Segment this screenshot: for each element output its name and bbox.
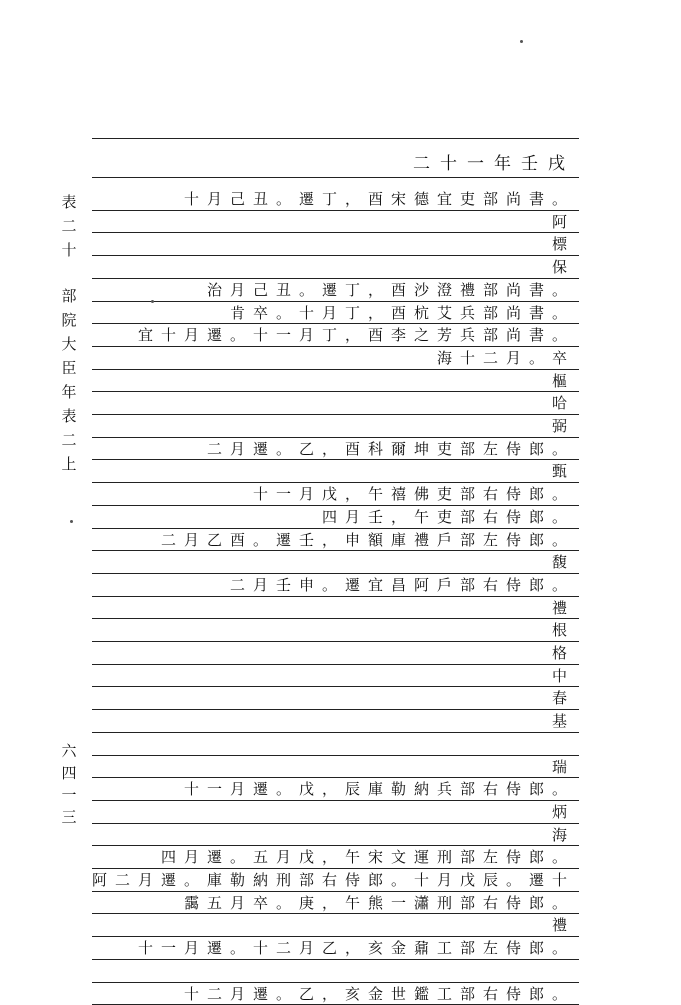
rule-line xyxy=(92,528,579,529)
print-speck xyxy=(520,40,523,43)
title-gap xyxy=(58,262,80,284)
table-row: 十二月遷。乙，亥金世鑑工部右侍郎。 xyxy=(183,984,575,1003)
print-speck xyxy=(151,300,154,303)
table-row: 樞 xyxy=(551,371,575,390)
table-row: 阿二月遷。庫勒納刑部右侍郎。十月戊辰。遷十 xyxy=(91,871,575,889)
rule-line xyxy=(92,138,579,139)
rule-line xyxy=(92,936,579,937)
year-header: 二十一年壬戌 xyxy=(413,154,575,174)
rule-line xyxy=(92,686,579,687)
table-row: 格 xyxy=(551,644,575,662)
table-row: 禮 xyxy=(551,916,575,935)
rule-line xyxy=(92,959,579,960)
title-char: 上 xyxy=(61,455,77,473)
rule-line xyxy=(92,482,579,483)
page-number-char: 三 xyxy=(61,808,77,826)
page-number-char: 四 xyxy=(61,764,77,782)
rule-line xyxy=(92,709,579,710)
table-row: 二月壬申。遷宜昌阿戶部右侍郎。 xyxy=(229,575,575,594)
title-char: 表 xyxy=(61,193,77,211)
title-char: 部 xyxy=(61,287,77,305)
table-row: 海 xyxy=(551,825,575,844)
rule-line xyxy=(92,391,579,392)
rule-line xyxy=(92,301,579,302)
rule-line xyxy=(92,800,579,801)
rule-line xyxy=(92,777,579,778)
rule-line xyxy=(92,278,579,279)
title-char: 年 xyxy=(61,383,77,401)
rule-line xyxy=(92,346,579,347)
table-row: 海十二月。卒 xyxy=(436,348,575,367)
table-row: 四月壬，午吏部右侍郎。 xyxy=(321,507,575,526)
table-row: 標 xyxy=(551,235,575,254)
rule-line xyxy=(92,868,579,869)
table-row: 炳 xyxy=(551,802,575,821)
title-char: 大 xyxy=(61,335,77,353)
table-row: 哈 xyxy=(551,394,575,413)
rule-line xyxy=(92,232,579,233)
rule-line xyxy=(92,755,579,756)
title-char: 表 xyxy=(61,407,77,425)
table-row: 瑞 xyxy=(551,757,575,776)
rule-line xyxy=(92,732,579,733)
table-row: 馥 xyxy=(551,553,575,572)
table-row: 十一月遷。十二月乙，亥金鼐工部左侍郎。 xyxy=(137,939,575,958)
rule-line xyxy=(92,641,579,642)
table-row: 阿 xyxy=(551,212,575,231)
title-char: 臣 xyxy=(61,359,77,377)
table-row: 十月己丑。遷丁，酉宋德宜吏部尚書。 xyxy=(183,190,575,208)
rule-line xyxy=(92,664,579,665)
table-row: 春 xyxy=(551,689,575,708)
volume-title xyxy=(58,190,80,476)
table-row: 肯卒。十月丁，酉杭艾兵部尚書。 xyxy=(229,303,575,322)
print-speck xyxy=(70,520,73,523)
title-char: 二 xyxy=(61,217,77,235)
table-row: 二月乙酉。遷壬，申額庫禮戶部左侍郎。 xyxy=(160,530,575,549)
page-number xyxy=(58,740,80,828)
rule-line xyxy=(92,414,579,415)
rule-line xyxy=(92,369,579,370)
table-row: 四月遷。五月戊，午宋文運刑部左侍郎。 xyxy=(160,848,575,867)
table-row: 十一月遷。戊，辰庫勒納兵部右侍郎。 xyxy=(183,780,575,799)
table-row: 禮 xyxy=(551,598,575,617)
rule-line xyxy=(92,823,579,824)
table-row: 甄 xyxy=(551,462,575,481)
rule-line xyxy=(92,618,579,619)
page-number-char: 一 xyxy=(61,786,77,804)
rule-line xyxy=(92,255,579,256)
rule-line xyxy=(92,505,579,506)
title-char: 二 xyxy=(61,431,77,449)
rule-line xyxy=(92,210,579,211)
table-row: 十一月戊，午禧佛吏部右侍郎。 xyxy=(252,485,575,504)
rule-line xyxy=(92,323,579,324)
rule-line xyxy=(92,573,579,574)
title-char: 十 xyxy=(61,241,77,259)
table-row: 根 xyxy=(551,621,575,640)
rule-line xyxy=(92,550,579,551)
table-row: 宜十月遷。十一月丁，酉李之芳兵部尚書。 xyxy=(137,326,575,345)
rule-line xyxy=(92,437,579,438)
table-row: 靄五月卒。庚，午熊一瀟刑部右侍郎。 xyxy=(183,893,575,912)
table-row: 基 xyxy=(551,712,575,731)
rule-line xyxy=(92,596,579,597)
table-row: 中 xyxy=(551,666,575,685)
table-row: 保 xyxy=(551,258,575,277)
table-row: 治月己丑。遷丁，酉沙澄禮部尚書。 xyxy=(206,280,575,299)
table-row: 弼 xyxy=(551,417,575,435)
rule-line xyxy=(92,177,579,178)
rule-line xyxy=(92,891,579,892)
title-char: 院 xyxy=(61,311,77,329)
rule-line xyxy=(92,459,579,460)
rule-line xyxy=(92,982,579,983)
page-number-char: 六 xyxy=(61,742,77,760)
rule-line xyxy=(92,913,579,914)
table-row: 二月遷。乙，酉科爾坤吏部左侍郎。 xyxy=(206,439,575,458)
rule-line xyxy=(92,845,579,846)
